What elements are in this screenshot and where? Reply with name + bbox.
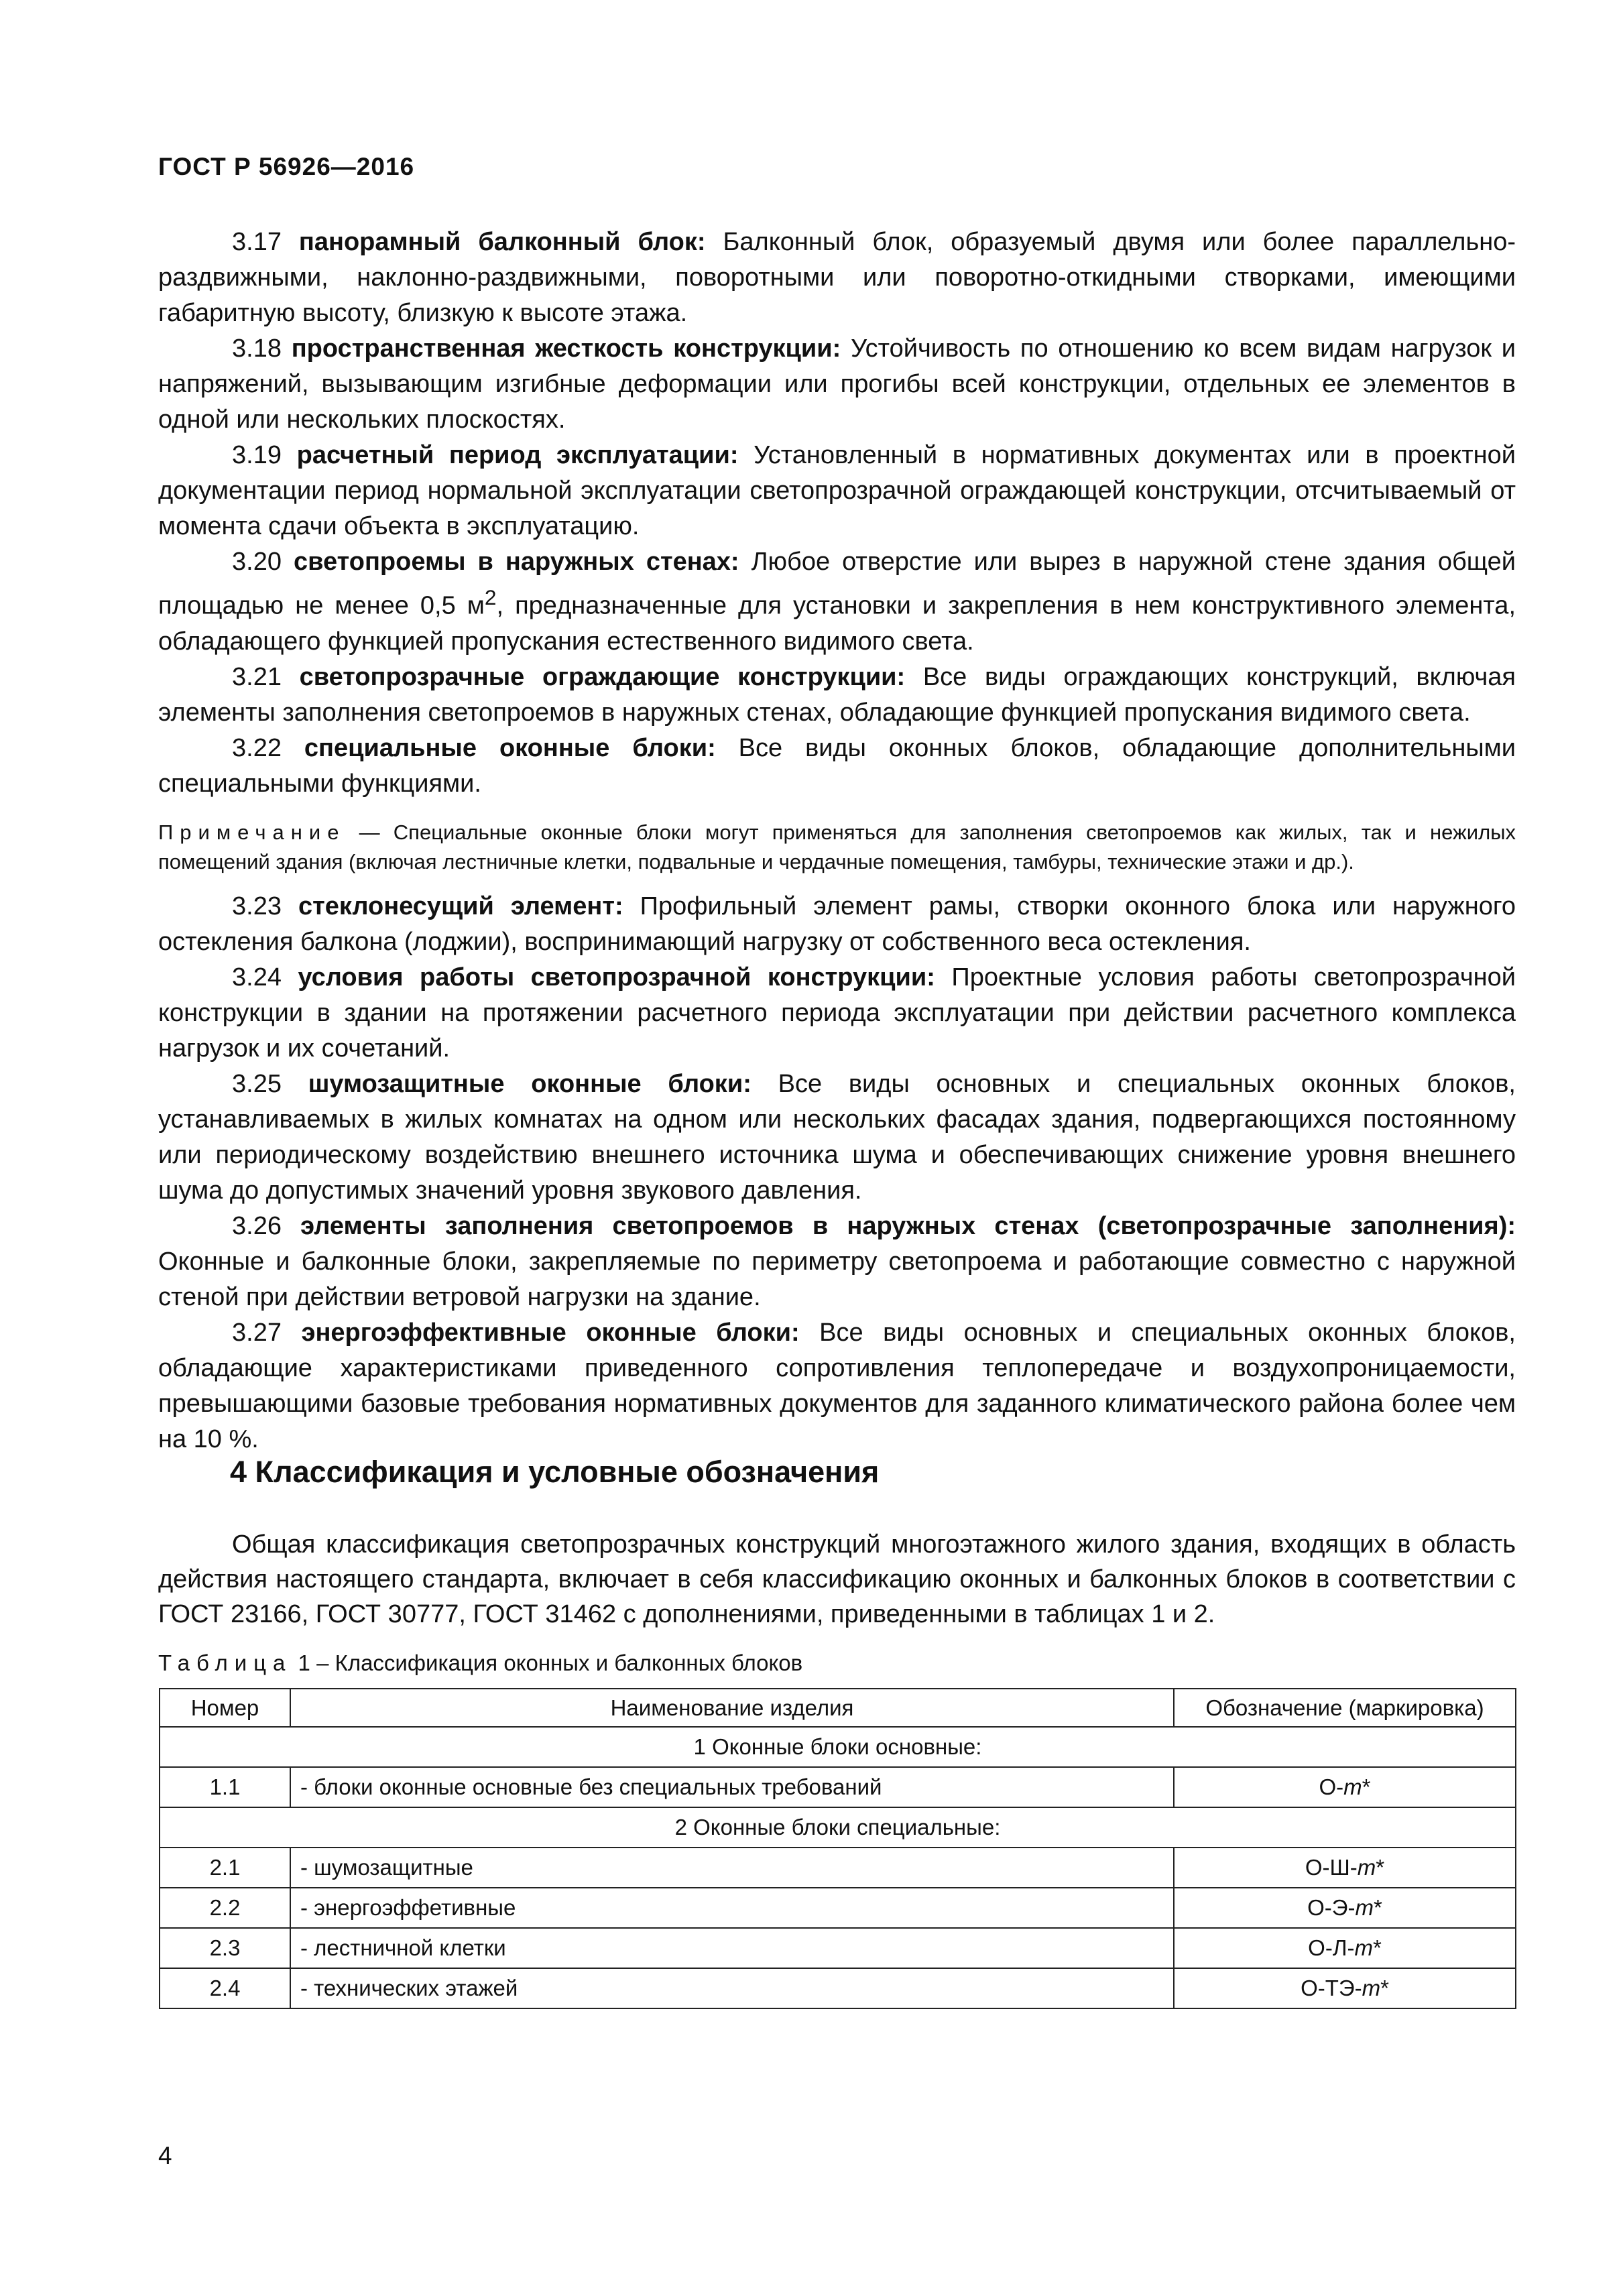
- note-text: Специальные оконные блоки могут применяться для заполнения светопроемов как жилых, так и нежилых помещений здания (включая лестничные клетки, подвальные и чердачные помещения, тамбуры, технические этажи и др.).: [158, 820, 1516, 873]
- term-3-23: 3.23 стеклонесущий элемент: Профильный элемент рамы, створки оконного блока или наружного остекления балкона (лоджии), воспринимающий нагрузку от собственного веса остекления.: [158, 892, 1516, 956]
- table-row: 2.1 - шумозащитные О-Ш-m*: [160, 1848, 1516, 1888]
- term-3-22: 3.22 специальные оконные блоки: Все виды оконных блоков, обладающие дополнительными специальными функциями.: [158, 733, 1516, 798]
- table-row: 2.4 - технических этажей О-ТЭ-m*: [160, 1968, 1516, 2008]
- term-title: элементы заполнения светопроемов в наружных стенах (светопрозрачные заполнения):: [300, 1211, 1516, 1240]
- term-title: светопрозрачные ограждающие конструкции:: [299, 662, 906, 691]
- table-row: 1.1 - блоки оконные основные без специальных требований О-m*: [160, 1767, 1516, 1807]
- term-title: панорамный балконный блок:: [298, 228, 706, 256]
- column-header-name: Наименование изделия: [290, 1689, 1174, 1727]
- term-3-20: 3.20 светопроемы в наружных стенах: Любое отверстие или вырез в наружной стене здания общей площадью не менее 0,5 $м^2$, предназначенные для установки и закрепления в нем конструктивного элемента, обладающего функцией пропускания естественного видимого света.: [158, 548, 1516, 656]
- term-3-19: 3.19 расчетный период эксплуатации: Установленный в нормативных документах или в проектной документации период нормальной эксплуатации светопрозрачной ограждающей конструкции, отсчитываемый от момента сдачи объекта в эксплуатацию.: [158, 441, 1516, 540]
- term-title: энергоэффективные оконные блоки:: [301, 1318, 800, 1347]
- term-3-18: 3.18 пространственная жесткость конструкции: Устойчивость по отношению ко всем видам нагрузок и напряжений, вызывающим изгибные деформации или прогибы всей конструкции, отдельных ее элементов в одной или нескольких плоскостях.: [158, 335, 1516, 434]
- document-header: ГОСТ Р 56926—2016: [158, 153, 415, 180]
- term-3-17: 3.17 панорамный балконный блок: Балконный блок, образуемый двумя или более параллельно-раздвижными, наклонно-раздвижными, поворотными или поворотно-откидными створками, имеющими габаритную высоту, близкую к высоте этажа.: [158, 228, 1516, 327]
- table-caption: Таблица 1 – Классификация оконных и балконных блоков: [158, 1650, 803, 1675]
- classification-table: [159, 1688, 1516, 2009]
- table-row: 2.2 - энергоэффетивные О-Э-m*: [160, 1888, 1516, 1928]
- term-title: пространственная жесткость конструкции:: [291, 335, 841, 363]
- term-title: светопроемы в наружных стенах:: [294, 548, 739, 576]
- term-3-26: 3.26 элементы заполнения светопроемов в наружных стенах (светопрозрачные заполнения): Оконные и балконные блоки, закрепляемые по периметру светопроема и работающие совместно с наружной стеной при действии ветровой нагрузки на здание.: [158, 1211, 1516, 1311]
- term-title: стеклонесущий элемент:: [298, 892, 623, 920]
- note: Примечание — Специальные оконные блоки могут применяться для заполнения светопроемов как жилых, так и нежилых помещений здания (включая лестничные клетки, подвальные и чердачные помещения, тамбуры, технические этажи и др.).: [158, 820, 1516, 873]
- term-3-24: 3.24 условия работы светопрозрачной конструкции: Проектные условия работы светопрозрачной конструкции в здании на протяжении расчетного периода эксплуатации при действии расчетного комплекса нагрузок и их сочетаний.: [158, 963, 1516, 1063]
- column-header-number: Номер: [160, 1689, 290, 1727]
- page-number: 4: [158, 2142, 172, 2169]
- table-header-row: [160, 1689, 1516, 1727]
- term-title: шумозащитные оконные блоки:: [308, 1069, 752, 1098]
- terms-section: [158, 225, 1516, 1457]
- table-row: 2.3 - лестничной клетки О-Л-m*: [160, 1928, 1516, 1968]
- table-group-row: 2 Оконные блоки специальные:: [160, 1807, 1516, 1848]
- section-heading: 4 Классификация и условные обозначения: [230, 1455, 880, 1489]
- term-title: расчетный период эксплуатации:: [296, 441, 739, 469]
- term-3-25: 3.25 шумозащитные оконные блоки: Все виды основных и специальных оконных блоков, устанавливаемых в жилых комнатах на одном или нескольких фасадах здания, подвергающихся постоянному или периодическому воздействию внешнего источника шума и обеспечивающих снижение уровня внешнего шума до допустимых значений уровня звукового давления.: [158, 1069, 1516, 1205]
- term-title: специальные оконные блоки:: [304, 733, 716, 762]
- note-label: Примечание: [158, 820, 346, 844]
- term-title: условия работы светопрозрачной конструкции:: [298, 963, 935, 991]
- column-header-code: Обозначение (маркировка): [1174, 1689, 1516, 1727]
- term-3-27: 3.27 энергоэффективные оконные блоки: Все виды основных и специальных оконных блоков, обладающие характеристиками приведенного сопротивления теплопередаче и воздухопроницаемости, превышающими базовые требования нормативных документов для заданного климатического района более чем на 10 %.: [158, 1318, 1516, 1453]
- section-intro: Общая классификация светопрозрачных конструкций многоэтажного жилого здания, входящих в область действия настоящего стандарта, включает в себя классификацию оконных и балконных блоков в соответствии с ГОСТ 23166, ГОСТ 30777, ГОСТ 31462 с дополнениями, приведенными в таблицах 1 и 2.: [158, 1530, 1516, 1628]
- table-group-row: 1 Оконные блоки основные:: [160, 1727, 1516, 1767]
- term-3-21: 3.21 светопрозрачные ограждающие конструкции: Все виды ограждающих конструкций, включая элементы заполнения светопроемов в наружных стенах, обладающие функцией пропускания видимого света.: [158, 662, 1516, 727]
